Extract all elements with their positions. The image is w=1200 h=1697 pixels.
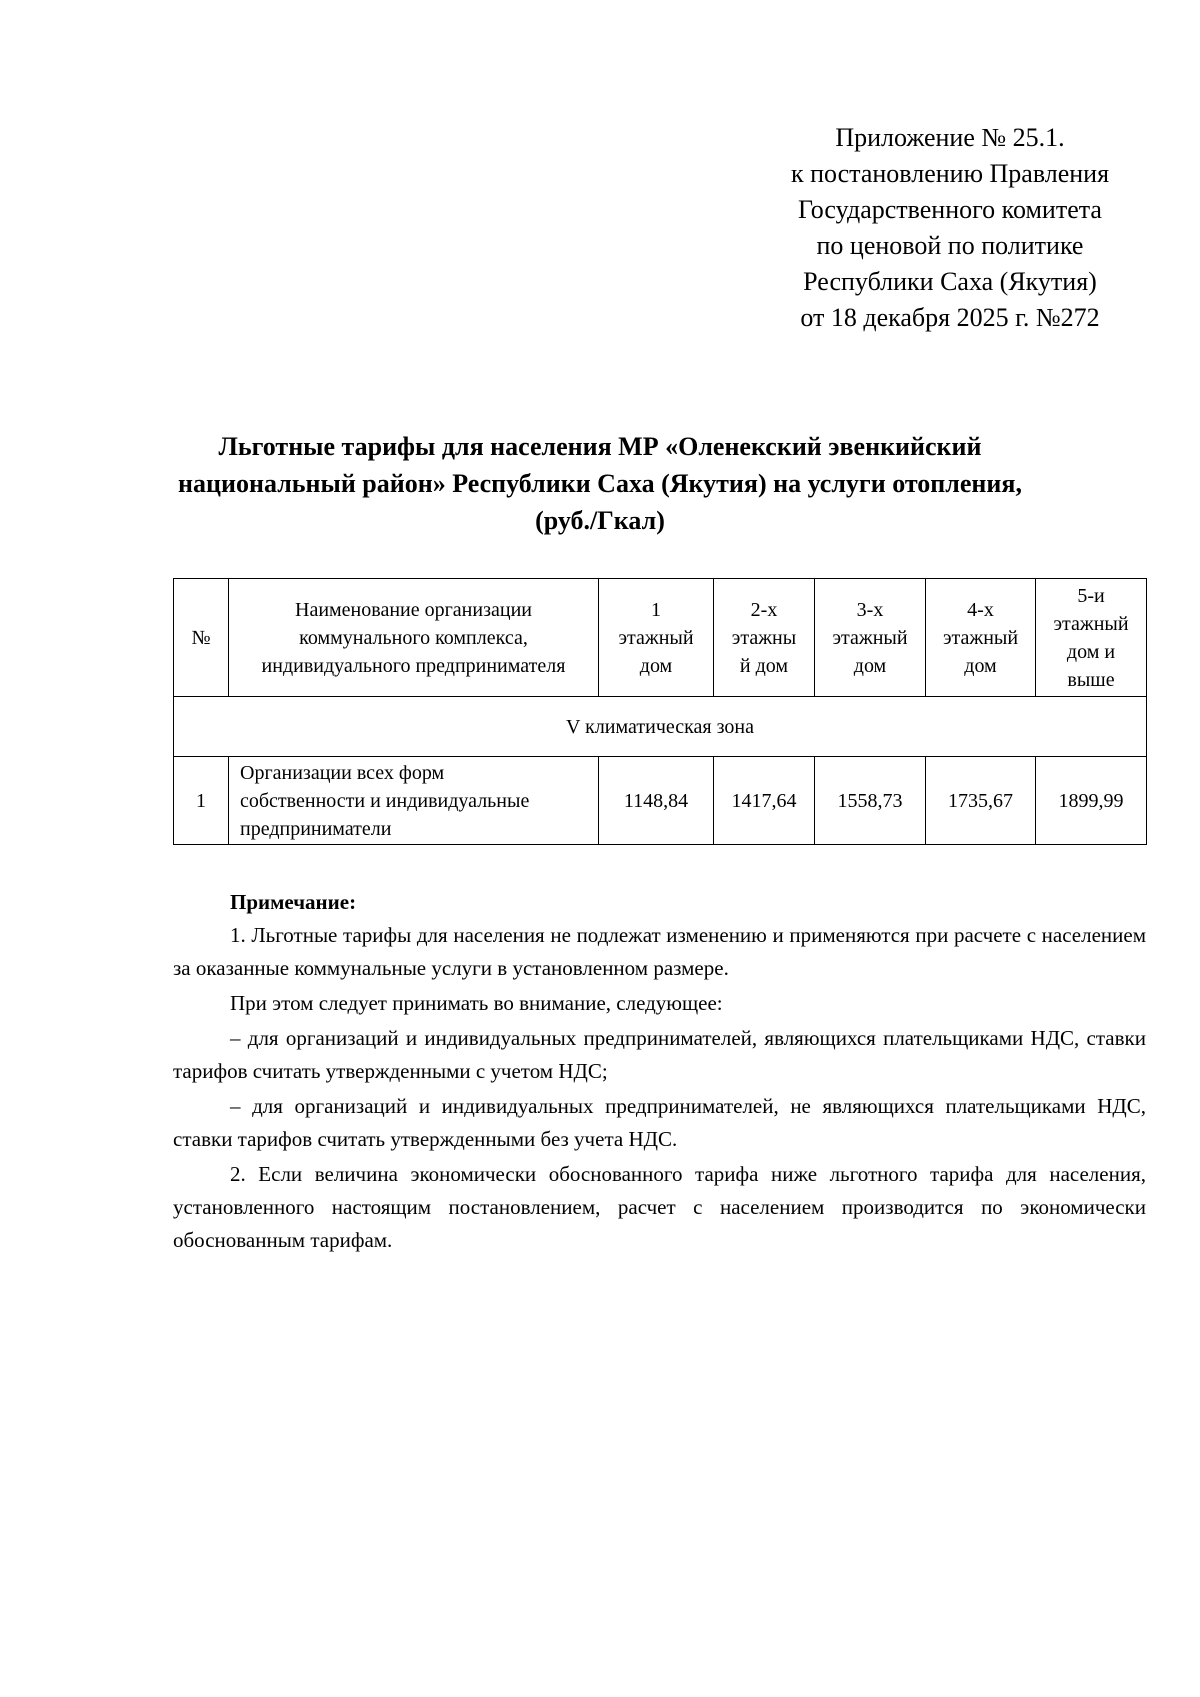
organization-name-line: предприниматели xyxy=(240,817,392,840)
organization-name xyxy=(229,757,599,845)
header-text: дом xyxy=(639,654,673,677)
organization-name-line: Организации всех форм xyxy=(240,761,445,784)
note-paragraph: – для организаций и индивидуальных предпринимателей, являющихся плательщиками НДС, ставки тарифов считать утвержденными с учетом НДС; xyxy=(173,1026,1146,1083)
appendix-line: Республики Саха (Якутия) xyxy=(803,267,1097,296)
document-title xyxy=(150,428,1050,539)
header-number-text: № xyxy=(191,626,211,649)
table-header-row xyxy=(174,579,1147,697)
tariff-3-floor: 1558,73 xyxy=(815,757,926,845)
tariff-2-floor: 1417,64 xyxy=(714,757,815,845)
header-text: 3-х xyxy=(856,598,884,621)
row-number: 1 xyxy=(174,757,229,845)
header-text: этажны xyxy=(731,626,797,649)
header-number xyxy=(174,579,229,697)
header-text: этажный xyxy=(618,626,694,649)
header-organization xyxy=(229,579,599,697)
title-line: (руб./Гкал) xyxy=(535,506,665,535)
organization-name-line: собственности и индивидуальные xyxy=(240,789,530,812)
note-paragraph: 1. Льготные тарифы для населения не подлежат изменению и применяются при расчете с населением за оказанные коммунальные услуги в установленном размере. xyxy=(173,923,1146,980)
header-4-floor xyxy=(926,579,1036,697)
title-line: Льготные тарифы для населения МР «Оленекский эвенкийский xyxy=(218,432,982,461)
header-text: этажный xyxy=(942,626,1019,649)
header-text: й дом xyxy=(739,654,789,677)
header-5-floor xyxy=(1036,579,1147,697)
header-text: этажный xyxy=(832,626,908,649)
header-text: Наименование организации xyxy=(295,598,532,621)
appendix-line: к постановлению Правления xyxy=(790,159,1110,188)
header-text: 4-х xyxy=(967,598,994,621)
header-text: выше xyxy=(1067,668,1115,691)
header-text: индивидуального предпринимателя xyxy=(261,654,566,677)
tariff-1-floor: 1148,84 xyxy=(599,757,714,845)
header-text: 2-х xyxy=(750,598,778,621)
appendix-line: по ценовой по политике xyxy=(816,231,1084,260)
appendix-line: от 18 декабря 2025 г. №272 xyxy=(800,303,1100,332)
zone-row xyxy=(174,697,1147,757)
appendix-header xyxy=(770,120,1130,336)
header-2-floor xyxy=(714,579,815,697)
notes-heading: Примечание: xyxy=(230,890,357,914)
header-3-floor xyxy=(815,579,926,697)
header-text: дом xyxy=(853,654,887,677)
title-line: национальный район» Республики Саха (Якутия) на услуги отопления, xyxy=(178,469,1022,498)
header-1-floor xyxy=(599,579,714,697)
appendix-line: Государственного комитета xyxy=(798,195,1102,224)
appendix-line: Приложение № 25.1. xyxy=(835,123,1065,152)
note-paragraph: При этом следует принимать во внимание, следующее: xyxy=(230,991,723,1015)
table-row xyxy=(174,757,1147,845)
header-text: коммунального комплекса, xyxy=(299,626,528,649)
tariff-table xyxy=(173,578,1147,845)
header-text: этажный xyxy=(1053,612,1129,635)
tariff-4-floor: 1735,67 xyxy=(926,757,1036,845)
climate-zone-label: V климатическая зона xyxy=(174,697,1147,757)
notes-section xyxy=(173,886,1146,1257)
note-paragraph: 2. Если величина экономически обоснованного тарифа ниже льготного тарифа для населения, установленного настоящим постановлением, расчет с населением производится по экономически обоснованным тарифам. xyxy=(173,1162,1146,1252)
tariff-5-floor: 1899,99 xyxy=(1036,757,1147,845)
header-text: 5-и xyxy=(1077,584,1105,607)
header-text: дом и xyxy=(1066,640,1116,663)
note-paragraph: – для организаций и индивидуальных предпринимателей, не являющихся плательщиками НДС, ставки тарифов считать утвержденными без учета НДС. xyxy=(173,1094,1146,1151)
header-text: 1 xyxy=(651,598,661,621)
header-text: дом xyxy=(964,654,997,677)
